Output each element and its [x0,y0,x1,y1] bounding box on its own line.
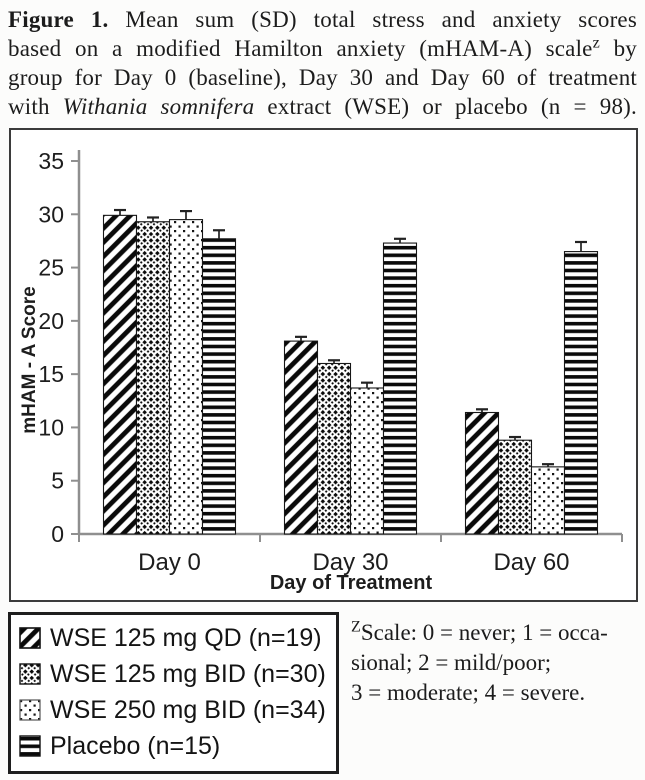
legend-item [19,728,328,764]
bar [565,252,598,534]
footnote-line-2: sional; 2 = mild/poor; [351,650,552,675]
bar [137,222,170,534]
legend-swatch-horizontal-lines-icon [19,735,41,757]
bar [318,363,351,534]
bar [203,239,236,534]
footnote-text: Scale: 0 = never; 1 = occa- [360,620,608,645]
bar [384,243,417,534]
footnote-superscript: Z [351,618,361,636]
caption-line-2 [8,34,637,63]
legend-swatch-diagonal-stripes-icon [19,627,41,649]
y-tick-label: 30 [38,201,64,228]
y-tick-label: 5 [51,467,64,494]
legend-item [19,620,328,656]
caption-superscript: z [592,34,600,52]
footnote-line-1 [351,618,608,648]
bar [499,440,532,534]
bar [170,220,203,534]
figure-caption [0,0,645,121]
caption-line-1 [8,5,637,34]
caption-line-4 [8,92,637,121]
chart-frame [9,128,638,602]
footnote-line-3: 3 = moderate; 4 = severe. [351,680,586,705]
y-tick-label: 10 [38,414,64,441]
legend-box [8,612,339,774]
legend-swatch-dense-speckle-icon [19,663,41,685]
x-category-label: Day 30 [312,549,389,576]
caption-text: based on a modified Hamilton anxiety (mHAM-A) scale [8,36,593,61]
y-tick-label: 20 [38,307,64,334]
caption-line-3: group for Day 0 (baseline), Day 30 and Day 60 of treatment [8,65,637,90]
legend-item [19,692,328,728]
figure-footer [8,612,637,774]
caption-text: extract (WSE) or placebo (n = 98). [254,94,637,119]
species-name: Withania somnifera [62,94,255,119]
caption-text: with [8,94,63,119]
y-tick-label: 15 [38,361,64,388]
bar [532,467,565,534]
bar [351,388,384,534]
legend-swatch-light-dots-icon [19,699,41,721]
y-axis-label: mHAM - A Score [19,286,40,434]
bar [285,341,318,534]
scale-footnote [351,612,608,708]
legend-item-label: Placebo (n=15) [50,731,221,760]
x-axis-label: Day of Treatment [269,572,433,594]
bar-chart [11,130,636,600]
bar [104,215,137,534]
legend-item-label: WSE 125 mg QD (n=19) [50,623,322,652]
caption-text: by [599,36,637,61]
y-tick-label: 35 [38,148,64,174]
y-tick-label: 0 [51,521,64,547]
figure-label: Figure 1. [8,7,109,32]
y-tick-label: 25 [38,254,64,281]
legend-item [19,656,328,692]
bar [466,413,499,534]
caption-text: Mean sum (SD) total stress and anxiety scores [108,7,637,32]
legend-item-label: WSE 125 mg BID (n=30) [50,659,326,688]
x-category-label: Day 60 [493,549,570,576]
x-category-label: Day 0 [138,549,201,576]
legend-item-label: WSE 250 mg BID (n=34) [50,695,326,724]
